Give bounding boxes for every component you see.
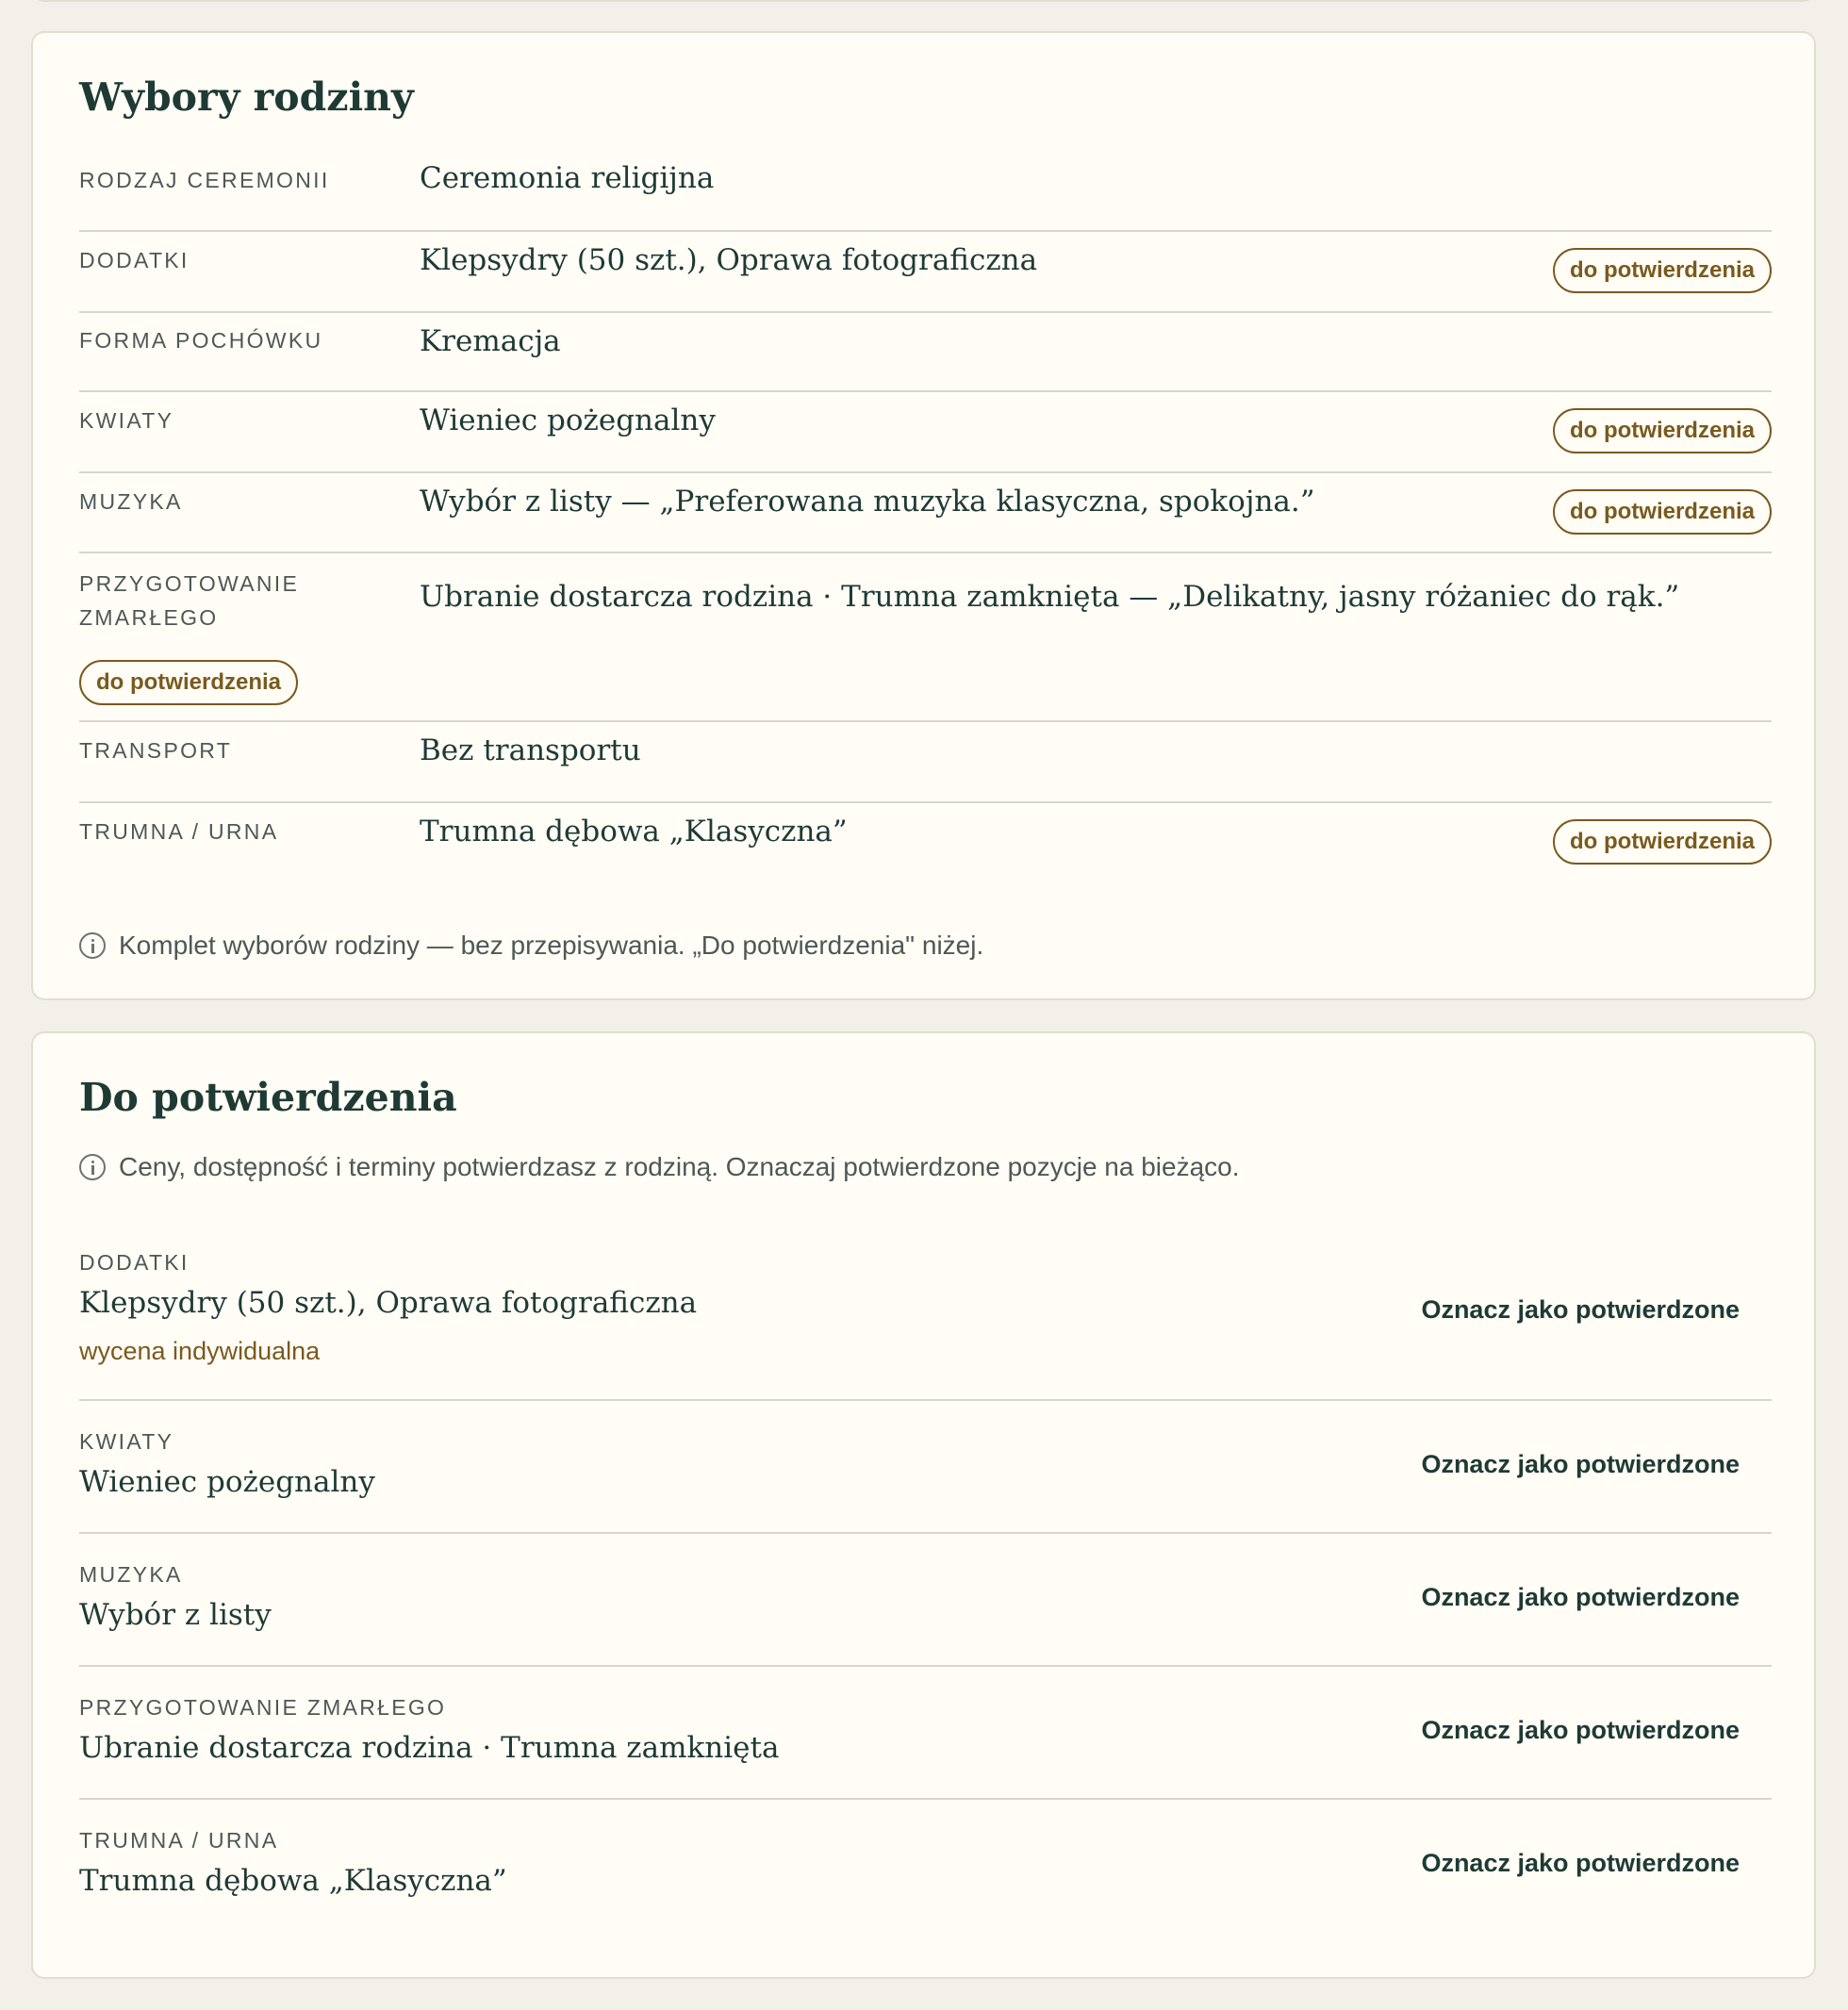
choice-row-transport (79, 722, 1772, 803)
note-text: Ceny, dostępność i terminy potwierdzasz z rodziną. Oznaczaj potwierdzone pozycje na bieżąco. (119, 1152, 1240, 1181)
choice-value: Wieniec pożegnalny (420, 404, 716, 437)
status-badge: do potwierdzenia (1553, 408, 1772, 453)
confirm-item-label: MUZYKA (79, 1562, 183, 1587)
choice-value: Klepsydry (50 szt.), Oprawa fotograficzna (420, 243, 1038, 277)
choice-label: KWIATY (79, 408, 174, 433)
confirm-item-value: Klepsydry (50 szt.), Oprawa fotograficzna (79, 1286, 698, 1320)
family-choices-note (79, 931, 983, 961)
to-confirm-note (79, 1152, 1240, 1182)
choice-row-coffin (79, 803, 1772, 884)
to-confirm-title: Do potwierdzenia (79, 1075, 457, 1120)
choice-row-flowers (79, 392, 1772, 473)
choice-value: Trumna dębowa „Klasyczna” (420, 815, 848, 848)
choice-value: Bez transportu (420, 733, 641, 767)
status-badge: do potwierdzenia (1553, 819, 1772, 865)
family-choices-card (31, 31, 1816, 1000)
confirm-item-price-note: wycena indywidualna (79, 1337, 321, 1365)
mark-confirmed-button[interactable]: Oznacz jako potwierdzone (1421, 1450, 1740, 1478)
previous-card-edge (31, 0, 1816, 2)
choice-row-burial (79, 313, 1772, 392)
note-text: Komplet wyborów rodziny — bez przepisywania. „Do potwierdzenia" niżej. (119, 931, 984, 960)
choice-row-preparation (79, 553, 1772, 722)
confirm-item-music (79, 1534, 1772, 1667)
choice-label-line1: PRZYGOTOWANIE (79, 571, 300, 596)
confirm-item-value: Ubranie dostarcza rodzina · Trumna zamknięta (79, 1731, 780, 1765)
choice-label: MUZYKA (79, 489, 183, 514)
choice-label: FORMA POCHÓWKU (79, 328, 323, 353)
choice-label: TRUMNA / URNA (79, 819, 279, 844)
confirm-item-value: Wybór z listy (79, 1598, 272, 1632)
choice-value: Kremacja (420, 324, 561, 358)
confirm-item-flowers (79, 1401, 1772, 1534)
confirm-item-label: PRZYGOTOWANIE ZMARŁEGO (79, 1695, 447, 1720)
mark-confirmed-button[interactable]: Oznacz jako potwierdzone (1421, 1716, 1740, 1744)
choice-row-ceremony (79, 163, 1772, 232)
confirm-item-label: TRUMNA / URNA (79, 1828, 279, 1853)
choice-label: TRANSPORT (79, 738, 233, 763)
choice-label-line2: ZMARŁEGO (79, 605, 219, 630)
confirm-item-preparation (79, 1667, 1772, 1800)
choice-row-music (79, 473, 1772, 553)
confirm-item-coffin (79, 1800, 1772, 1933)
family-choices-title: Wybory rodziny (79, 74, 414, 120)
info-icon (79, 932, 106, 959)
to-confirm-card (31, 1031, 1816, 1979)
choice-value: Wybór z listy — „Preferowana muzyka klasyczna, spokojna.” (420, 485, 1315, 519)
confirm-item-value: Wieniec pożegnalny (79, 1465, 375, 1499)
choice-row-extras (79, 232, 1772, 313)
confirm-item-label: KWIATY (79, 1429, 174, 1454)
confirm-item-value: Trumna dębowa „Klasyczna” (79, 1864, 507, 1898)
confirm-item-label: DODATKI (79, 1250, 190, 1275)
choice-label: RODZAJ CEREMONII (79, 168, 330, 192)
info-icon (79, 1154, 106, 1180)
status-badge: do potwierdzenia (1553, 489, 1772, 535)
status-badge: do potwierdzenia (79, 660, 298, 705)
mark-confirmed-button[interactable]: Oznacz jako potwierdzone (1421, 1583, 1740, 1611)
confirm-item-extras (79, 1248, 1772, 1401)
mark-confirmed-button[interactable]: Oznacz jako potwierdzone (1421, 1295, 1740, 1324)
choice-value: Ubranie dostarcza rodzina · Trumna zamknięta — „Delikatny, jasny różaniec do rąk.” (420, 580, 1680, 614)
status-badge: do potwierdzenia (1553, 248, 1772, 293)
choice-value: Ceremonia religijna (420, 161, 715, 195)
mark-confirmed-button[interactable]: Oznacz jako potwierdzone (1421, 1849, 1740, 1877)
choice-label: DODATKI (79, 248, 190, 272)
